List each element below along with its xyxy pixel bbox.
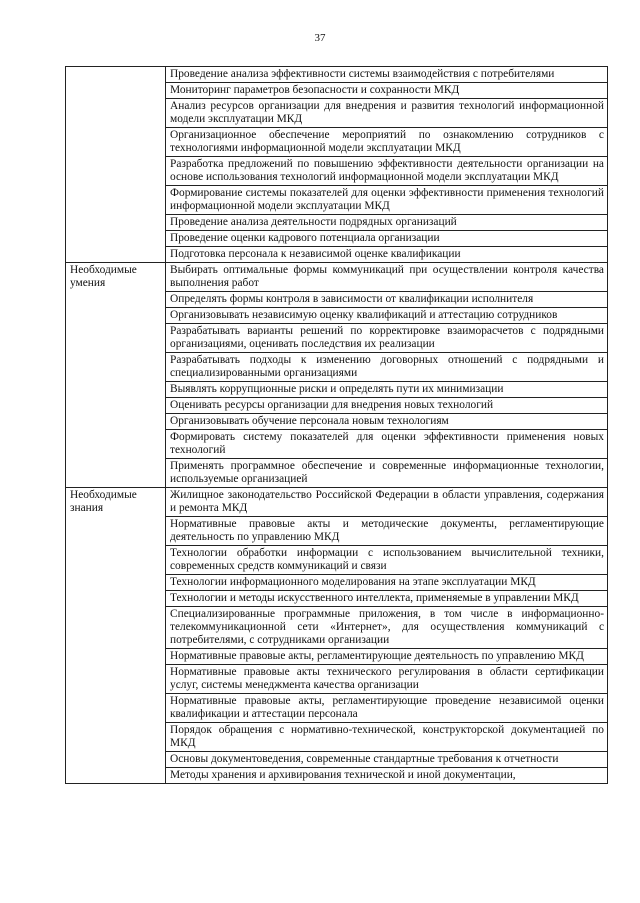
page-number: 37 [314, 32, 326, 44]
table-row [66, 263, 608, 292]
item-cell: Организационное обеспечение мероприятий по ознакомлению сотрудников с технологиями информационной модели эксплуатации МКД [166, 128, 608, 157]
item-cell: Нормативные правовые акты, регламентирующие проведение независимой оценки квалификации и аттестации персонала [166, 694, 608, 723]
item-cell: Формировать систему показателей для оценки эффективности применения новых технологий [166, 430, 608, 459]
requirements-table-body [66, 67, 608, 784]
item-cell: Анализ ресурсов организации для внедрения и развития технологий информационной модели эксплуатации МКД [166, 99, 608, 128]
item-cell: Определять формы контроля в зависимости от квалификации исполнителя [166, 292, 608, 308]
category-cell: Необходимые знания [66, 488, 166, 784]
item-cell: Мониторинг параметров безопасности и сохранности МКД [166, 83, 608, 99]
item-cell: Основы документоведения, современные стандартные требования к отчетности [166, 752, 608, 768]
item-cell: Применять программное обеспечение и современные информационные технологии, используемые организацией [166, 459, 608, 488]
requirements-table [65, 66, 608, 784]
item-cell: Организовывать независимую оценку квалификаций и аттестацию сотрудников [166, 308, 608, 324]
item-cell: Специализированные программные приложения, в том числе в информационно-телекоммуникационной сети «Интернет», для осуществления коммуникаций с потребителями, с сотрудниками организации [166, 607, 608, 649]
category-cell [66, 67, 166, 263]
item-cell: Оценивать ресурсы организации для внедрения новых технологий [166, 398, 608, 414]
item-cell: Подготовка персонала к независимой оценке квалификации [166, 247, 608, 263]
item-cell: Порядок обращения с нормативно-технической, конструкторской документацией по МКД [166, 723, 608, 752]
item-cell: Разрабатывать варианты решений по корректировке взаиморасчетов с подрядными организациями, оценивать последствия их реализации [166, 324, 608, 353]
item-cell: Проведение анализа деятельности подрядных организаций [166, 215, 608, 231]
item-cell: Технологии информационного моделирования на этапе эксплуатации МКД [166, 575, 608, 591]
item-cell: Организовывать обучение персонала новым технологиям [166, 414, 608, 430]
item-cell: Проведение оценки кадрового потенциала организации [166, 231, 608, 247]
table-row [66, 488, 608, 517]
item-cell: Выявлять коррупционные риски и определять пути их минимизации [166, 382, 608, 398]
item-cell: Жилищное законодательство Российской Федерации в области управления, содержания и ремонта МКД [166, 488, 608, 517]
item-cell: Разрабатывать подходы к изменению договорных отношений с подрядными и специализированными организациями [166, 353, 608, 382]
item-cell: Формирование системы показателей для оценки эффективности применения технологий информационной модели эксплуатации МКД [166, 186, 608, 215]
item-cell: Разработка предложений по повышению эффективности деятельности организации на основе использования технологий информационной модели эксплуатации МКД [166, 157, 608, 186]
item-cell: Выбирать оптимальные формы коммуникаций при осуществлении контроля качества выполнения работ [166, 263, 608, 292]
table-row [66, 67, 608, 83]
item-cell: Нормативные правовые акты технического регулирования в области сертификации услуг, системы менеджмента качества организации [166, 665, 608, 694]
item-cell: Проведение анализа эффективности системы взаимодействия с потребителями [166, 67, 608, 83]
item-cell: Технологии и методы искусственного интеллекта, применяемые в управлении МКД [166, 591, 608, 607]
item-cell: Нормативные правовые акты и методические документы, регламентирующие деятельность по управлению МКД [166, 517, 608, 546]
item-cell: Методы хранения и архивирования технической и иной документации, [166, 768, 608, 784]
item-cell: Технологии обработки информации с использованием вычислительной техники, современных средств коммуникаций и связи [166, 546, 608, 575]
item-cell: Нормативные правовые акты, регламентирующие деятельность по управлению МКД [166, 649, 608, 665]
category-cell: Необходимые умения [66, 263, 166, 488]
